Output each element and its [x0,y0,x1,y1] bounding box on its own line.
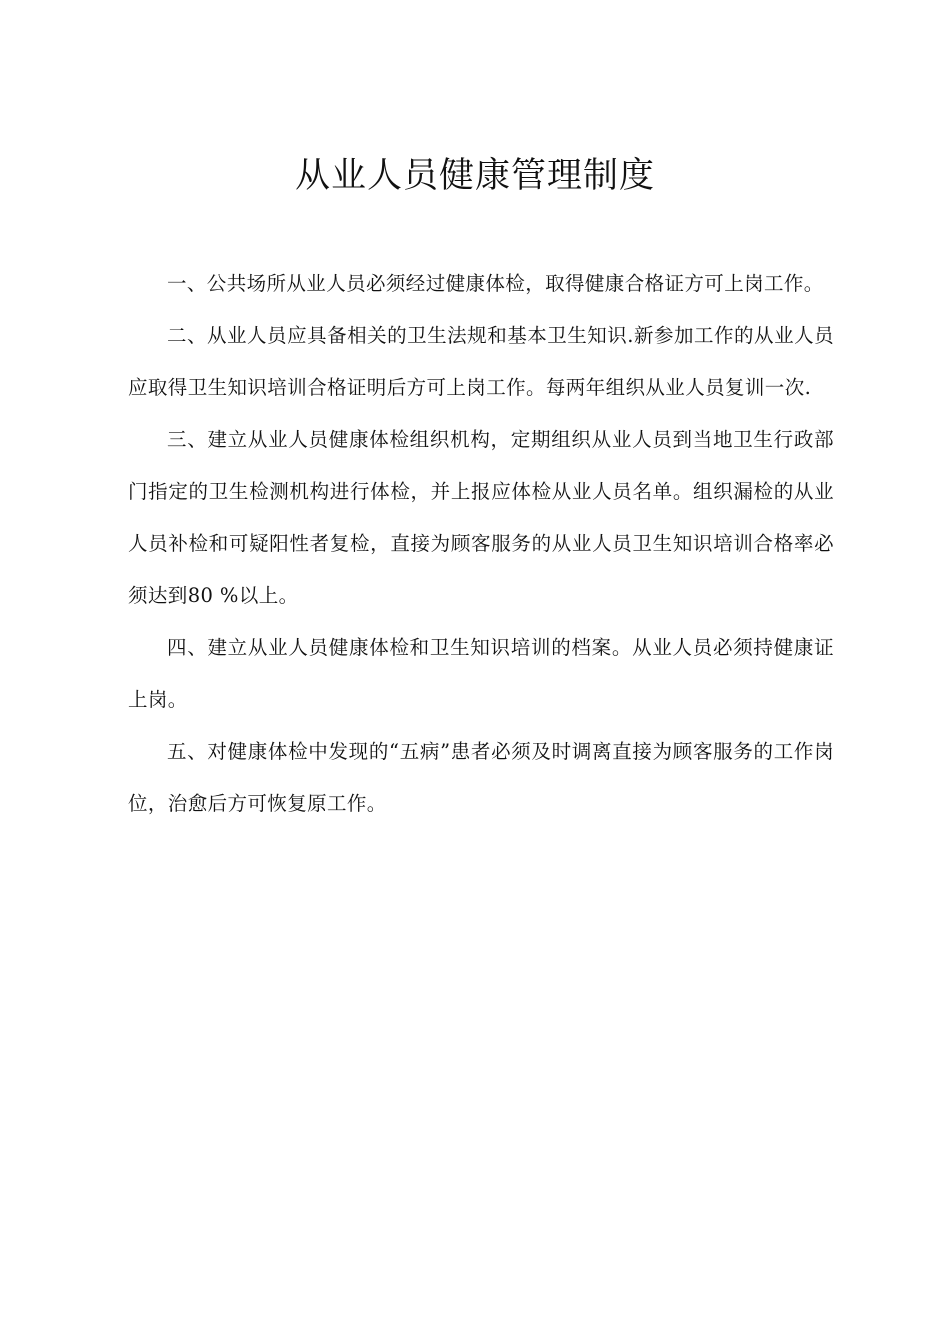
paragraph-4: 四、建立从业人员健康体检和卫生知识培训的档案。从业人员必须持健康证上岗。 [128,636,834,711]
paragraph-3: 三、建立从业人员健康体检组织机构，定期组织从业人员到当地卫生行政部门指定的卫生检测机构进行体检，并上报应体检从业人员名单。组织漏检的从业人员补检和可疑阳性者复检，直接为顾客服务的从业人员卫生知识培训合格率必须达到80 %以上。 [128,428,834,607]
paragraph-5: 五、对健康体检中发现的“五病”患者必须及时调离直接为顾客服务的工作岗位，治愈后方可恢复原工作。 [128,740,834,815]
paragraph-2: 二、从业人员应具备相关的卫生法规和基本卫生知识.新参加工作的从业人员应取得卫生知识培训合格证明后方可上岗工作。每两年组织从业人员复训一次. [128,324,834,399]
paragraph-1: 一、公共场所从业人员必须经过健康体检，取得健康合格证方可上岗工作。 [167,272,824,295]
document-title: 从业人员健康管理制度 [294,156,655,196]
document-body [128,258,834,830]
